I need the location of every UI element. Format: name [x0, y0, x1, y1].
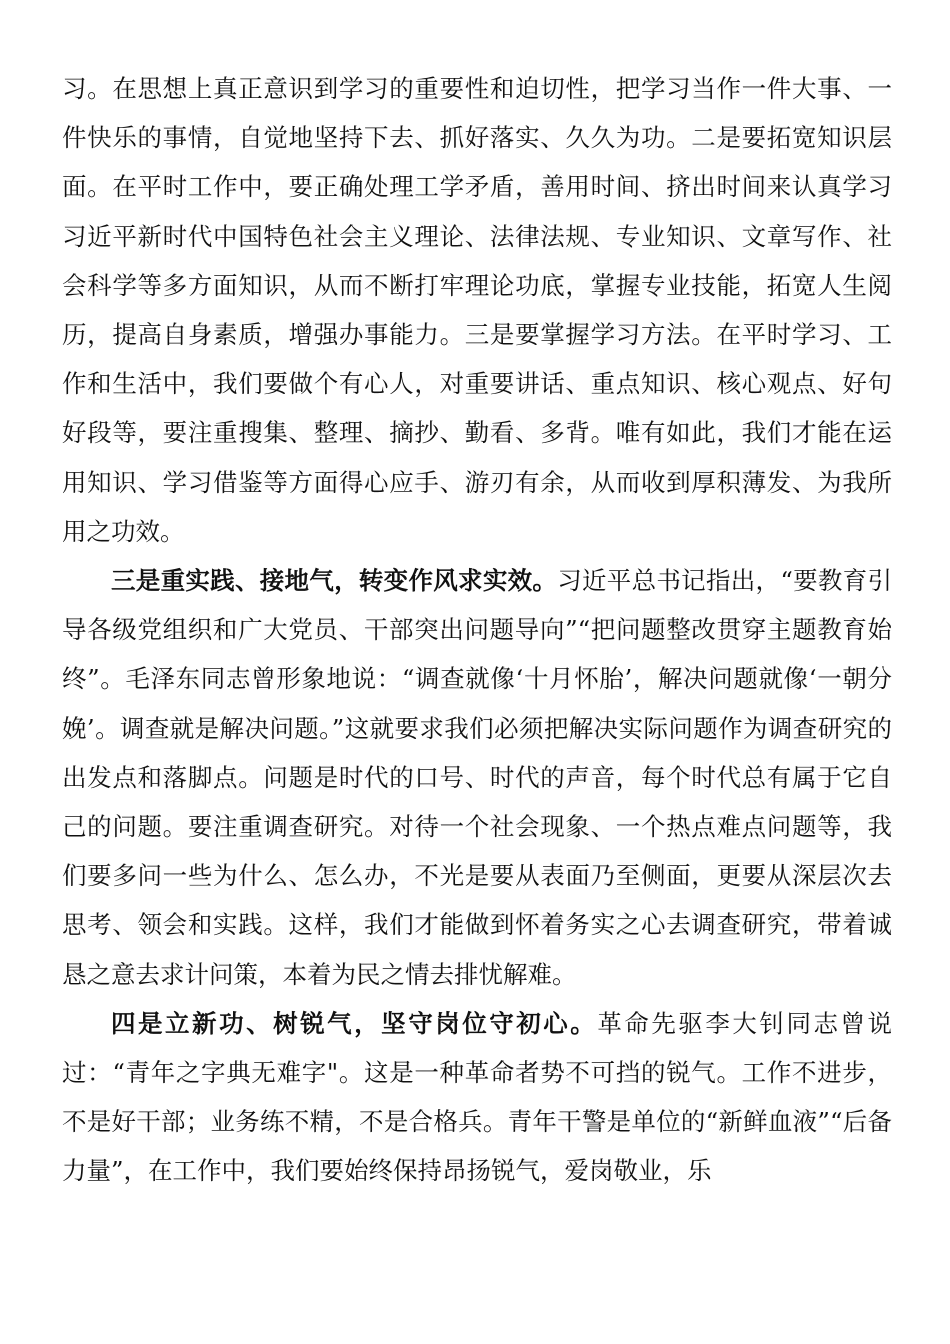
paragraph-text: 习。在思想上真正意识到学习的重要性和迫切性，把学习当作一件大事、一件快乐的事情，自觉地坚持下去、抓好落实、久久为功。二是要拓宽知识层面。在平时工作中，要正确处理工学矛盾，善用时间、挤出时间来认真学习习近平新时代中国特色社会主义理论、法律法规、专业知识、文章写作、社会科学等多方面知识，从而不断打牢理论功底，掌握专业技能，拓宽人生阅历，提高自身素质，增强办事能力。三是要掌握学习方法。在平时学习、工作和生活中，我们要做个有心人，对重要讲话、重点知识、核心观点、好句好段等，要注重搜集、整理、摘抄、勤看、多背。唯有如此，我们才能在运用知识、学习借鉴等方面得心应手、游刃有余，从而收到厚积薄发、为我所用之功效。 — [62, 74, 892, 546]
paragraph-point-three — [62, 556, 892, 999]
paragraph-text: 习近平总书记指出，“要教育引导各级党组织和广大党员、干部突出问题导向”“把问题整改贯穿主题教育始终”。毛泽东同志曾形象地说：“调查就像‘十月怀胎’，解决问题就像‘一朝分娩’。调查就是解决问题。”这就要求我们必须把解决实际问题作为调查研究的出发点和落脚点。问题是时代的口号、时代的声音，每个时代总有属于它自己的问题。要注重调查研究。对待一个社会现象、一个热点难点问题等，我们要多问一些为什么、怎么办，不光是要从表面乃至侧面，更要从深层次去思考、领会和实践。这样，我们才能做到怀着务实之心去调查研究，带着诚恳之意去求计问策，本着为民之情去排忧解难。 — [62, 566, 893, 989]
paragraph-heading: 四是立新功、树锐气，坚守岗位守初心。 — [111, 1008, 598, 1038]
paragraph-heading: 三是重实践、接地气，转变作风求实效。 — [111, 566, 558, 596]
paragraph-point-four — [62, 999, 892, 1196]
paragraph-continuation — [62, 64, 892, 556]
document-page — [62, 64, 892, 1196]
paragraph-text: 革命先驱李大钊同志曾说过：“青年之字典无难字"。这是一种革命者势不可挡的锐气。工作不进步，不是好干部；业务练不精，不是合格兵。青年干警是单位的“新鲜血液”“后备力量”，在工作中，我们要始终保持昂扬锐气，爱岗敬业，乐 — [62, 1008, 893, 1186]
